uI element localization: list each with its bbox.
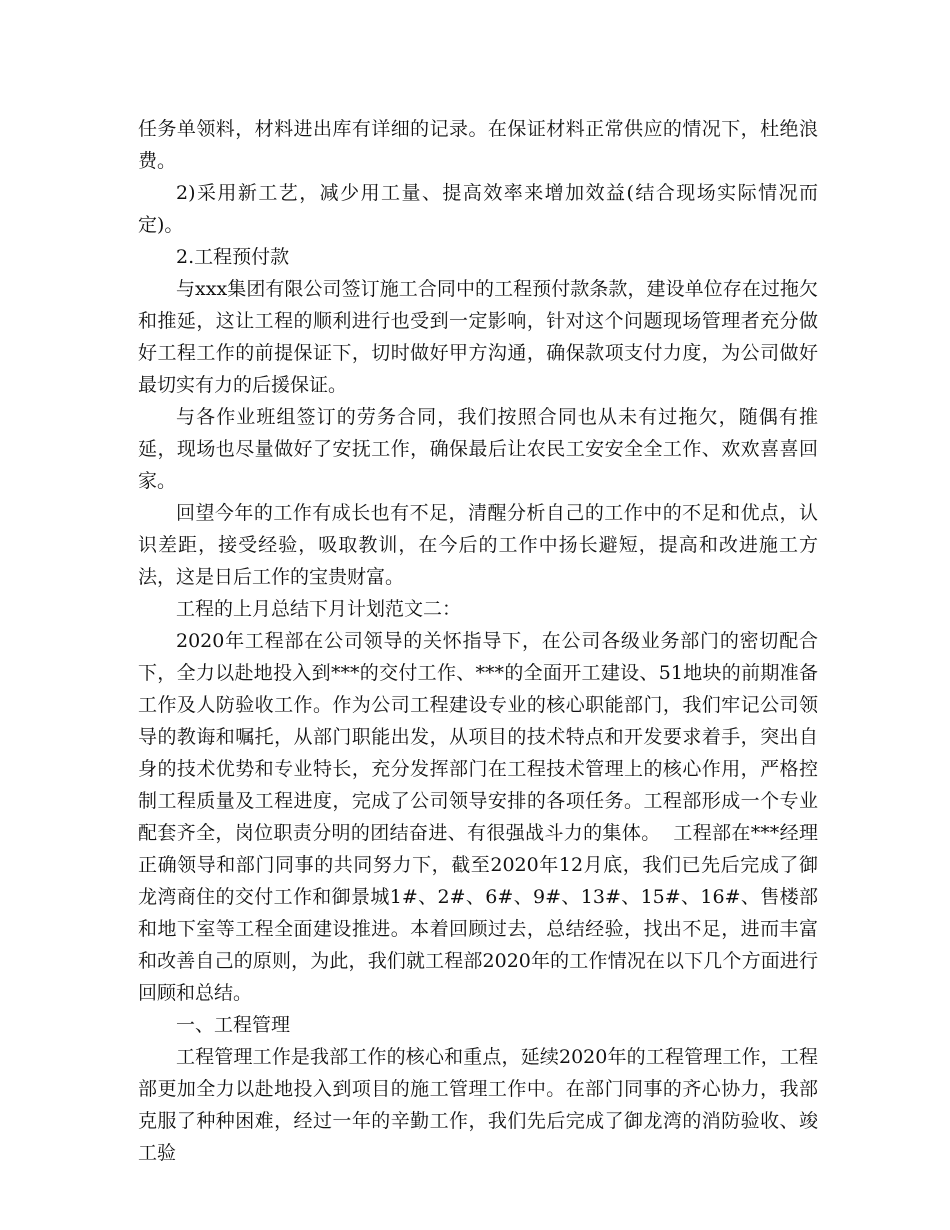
paragraph-year-review: 回望今年的工作有成长也有不足，清醒分析自己的工作中的不足和优点，认识差距，接受经验，吸取教训，在今后的工作中扬长避短，提高和改进施工方法，这是日后工作的宝贵财富。 — [138, 502, 818, 588]
section-heading-engineering-management: 一、工程管理 — [176, 1014, 291, 1036]
paragraph-engineering-management: 工程管理工作是我部工作的核心和重点，延续2020年的工程管理工作，工程部更加全力以赴地投入到项目的施工管理工作中。在部门同事的齐心协力，我部克服了种种困难，经过一年的辛勤工作，我们先后完成了御龙湾的消防验收、竣工验 — [138, 1046, 818, 1164]
paragraph-engineering-summary: 2020年工程部在公司领导的关怀指导下，在公司各级业务部门的密切配合下，全力以赴地投入到***的交付工作、***的全面开工建设、51地块的前期准备工作及人防验收工作。作为公司工程建设专业的核心职能部门，我们牢记公司领导的教诲和嘱托，从部门职能出发，从项目的技术特点和开发要求着手，突出自身的技术优势和专业特长，充分发挥部门在工程技术管理上的核心作用，严格控制工程质量及工程进度，完成了公司领导安排的各项任务。工程部形成一个专业配套齐全，岗位职责分明的团结奋进、有很强战斗力的集体。 工程部在***经理正确领导和部门同事的共同努力下，截至2020年12月底，我们已先后完成了御龙湾商住的交付工作和御景城1#、2#、6#、9#、13#、15#、16#、售楼部和地下室等工程全面建设推进。本着回顾过去，总结经验，找出不足，进而丰富和改善自己的原则，为此，我们就工程部2020年的工作情况在以下几个方面进行回顾和总结。 — [138, 630, 818, 1004]
document-body — [138, 113, 818, 1169]
paragraph-new-process: 2)采用新工艺，减少用工量、提高效率来增加效益(结合现场实际情况而定)。 — [138, 182, 818, 236]
section-heading-sample-two: 工程的上月总结下月计划范文二： — [176, 598, 462, 620]
section-heading-advance-payment: 2.工程预付款 — [176, 246, 290, 268]
paragraph-material-control: 任务单领料，材料进出库有详细的记录。在保证材料正常供应的情况下，杜绝浪费。 — [138, 118, 818, 172]
paragraph-labor-contract: 与各作业班组签订的劳务合同，我们按照合同也从未有过拖欠，随偶有推延，现场也尽量做好了安抚工作，确保最后让农民工安安全全工作、欢欢喜喜回家。 — [138, 406, 818, 492]
paragraph-advance-payment: 与xxx集团有限公司签订施工合同中的工程预付款条款，建设单位存在过拖欠和推延，这让工程的顺利进行也受到一定影响，针对这个问题现场管理者充分做好工程工作的前提保证下，切时做好甲方沟通，确保款项支付力度，为公司做好最切实有力的后援保证。 — [138, 278, 818, 396]
